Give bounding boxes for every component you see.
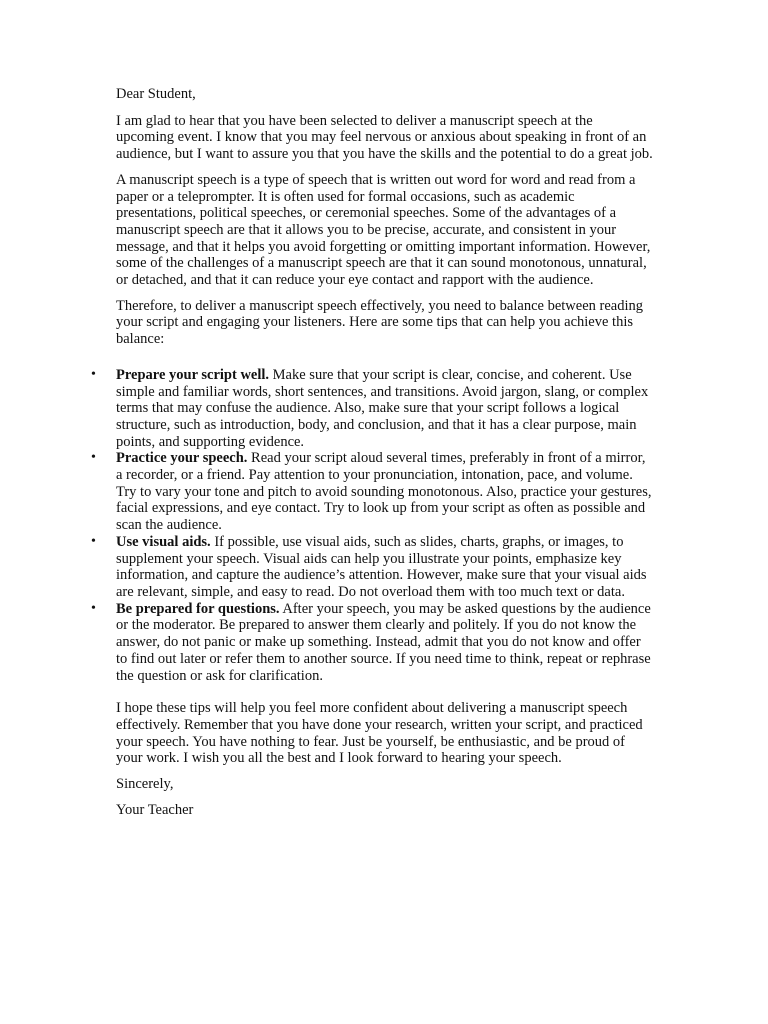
tip-text: Make sure that your script is clear, concise, and coherent. Use simple and familiar words, short sentences, and transitions. Avoid jargon, slang, or complex terms that may confuse the audience. Also, make sure that your script follows a logical structure, such as introduction, body, and conclusion, and that it has a clear purpose, main points, and supporting evidence. — [116, 366, 649, 450]
bullet-icon: • — [91, 533, 96, 549]
transition-paragraph: Therefore, to deliver a manuscript speech effectively, you need to balance between reading your script and engaging your listeners. Here are some tips that can help you achieve this balance: — [116, 297, 643, 348]
bullet-icon: • — [91, 450, 96, 466]
closing-paragraph: I hope these tips will help you feel more confident about delivering a manuscript speech effectively. Remember that you have done your research, written your script, and practiced your speech. You have nothing to fear. Just be yourself, be enthusiastic, and be proud of your work. I wish you all the best and I look forward to hearing your speech. — [116, 700, 643, 767]
tip-text: If possible, use visual aids, such as slides, charts, graphs, or images, to supplement your speech. Visual aids can help you illustrate your points, emphasize key information, and capture the audience’s attention. However, make sure that your visual aids are relevant, simple, and easy to read. Do not overload them with too much text or data. — [116, 533, 647, 600]
tip-title: Use visual aids. — [116, 533, 211, 550]
letter-signoff: Sincerely, — [116, 776, 174, 793]
letter-document — [91, 86, 654, 818]
tip-text: Read your script aloud several times, preferably in front of a mirror, a recorder, or a friend. Pay attention to your pronunciation, intonation, pace, and volume. Try to vary your tone and pitch to avoid sounding monotonous. Also, practice your gestures, facial expressions, and eye contact. Try to look up from your script as often as possible and scan the audience. — [116, 450, 652, 534]
tip-title: Prepare your script well. — [116, 366, 270, 383]
bullet-icon: • — [91, 366, 96, 382]
tip-item — [91, 533, 654, 601]
tip-item — [91, 450, 654, 534]
intro-paragraph: I am glad to hear that you have been selected to deliver a manuscript speech at the upcoming event. I know that you may feel nervous or anxious about speaking in front of an audience, but I want to assure you that you have the skills and the potential to do a great job. — [116, 112, 653, 163]
tip-item — [91, 366, 654, 451]
letter-greeting: Dear Student, — [116, 86, 196, 102]
bullet-icon: • — [91, 600, 96, 616]
letter-signature: Your Teacher — [116, 801, 194, 818]
tip-title: Be prepared for questions. — [116, 600, 280, 617]
definition-paragraph: A manuscript speech is a type of speech that is written out word for word and read from a paper or a teleprompter. It is often used for formal occasions, such as academic presentations, political speeches, or ceremonial speeches. Some of the advantages of a manuscript speech are that it allows you to be precise, accurate, and consistent in your message, and that it helps you avoid forgetting or omitting important information. However, some of the challenges of a manuscript speech are that it can sound monotonous, unnatural, or detached, and that it can reduce your eye contact and rapport with the audience. — [116, 171, 651, 289]
tips-list — [91, 366, 654, 684]
tip-text: After your speech, you may be asked questions by the audience or the moderator. Be prepared to answer them clearly and politely. If you do not know the answer, do not panic or make up something. Instead, admit that you do not know and offer to find out later or refer them to another source. If you need time to think, repeat or rephrase the question or ask for clarification. — [116, 600, 651, 684]
tip-title: Practice your speech. — [116, 450, 248, 467]
tip-item — [91, 600, 654, 685]
